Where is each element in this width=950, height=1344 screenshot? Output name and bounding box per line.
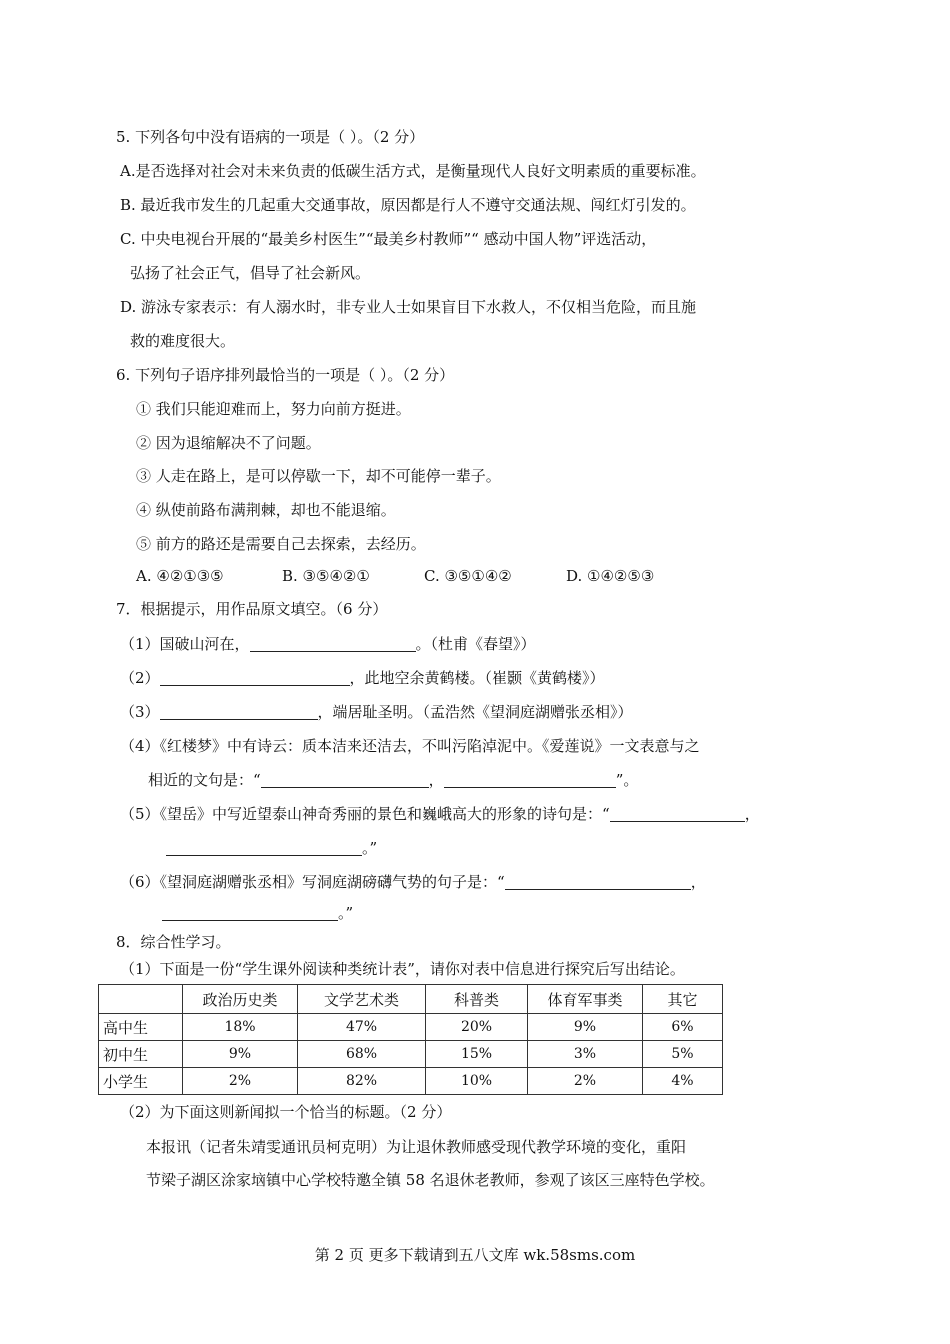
table-cell: 4%: [643, 1068, 723, 1095]
answer-blank[interactable]: [160, 703, 318, 720]
q7-item-5-suffix: 。”: [362, 839, 378, 857]
q7-item-2: [120, 667, 605, 689]
q6-option-c: C. ③⑤①④②: [424, 567, 512, 585]
answer-blank[interactable]: [160, 669, 350, 686]
table-row-header: 初中生: [99, 1041, 183, 1068]
table-cell: 9%: [528, 1014, 643, 1041]
table-row-header: 高中生: [99, 1014, 183, 1041]
table-header-row: [99, 985, 723, 1014]
q6-sentence-4: ④ 纵使前路布满荆棘，却也不能退缩。: [136, 501, 396, 519]
q7-item-6-line1: [120, 871, 706, 893]
answer-blank[interactable]: [162, 904, 338, 921]
q6-sentence-1: ① 我们只能迎难而上，努力向前方挺进。: [136, 400, 411, 418]
q6-stem: 6. 下列句子语序排列最恰当的一项是（ ）。（2 分）: [116, 366, 455, 384]
q5-option-c-line1: C. 中央电视台开展的“最美乡村医生”“最美乡村教师”“ 感动中国人物”评选活动，: [120, 230, 657, 248]
q7-item-4-line1: （4）《红楼梦》中有诗云：质本洁来还洁去，不叫污陷淖泥中。《爱莲说》一文表意与之: [120, 737, 700, 755]
q5-option-c-line2: 弘扬了社会正气，倡导了社会新风。: [130, 264, 371, 282]
news-line-2: 节梁子湖区涂家垴镇中心学校特邀全镇 58 名退休老教师，参观了该区三座特色学校。: [146, 1171, 715, 1189]
table-row: [99, 1014, 723, 1041]
table-header-cell: 文学艺术类: [298, 985, 426, 1014]
q7-item-4-separator: ，: [428, 771, 444, 789]
q7-item-2-prefix: （2）: [120, 669, 160, 687]
q7-item-3: [120, 701, 633, 723]
page-footer: 第 2 页 更多下载请到五八文库 wk.58sms.com: [314, 1246, 636, 1264]
q7-item-6-suffix: 。”: [338, 904, 354, 922]
table-cell: 9%: [183, 1041, 298, 1068]
news-line-1: 本报讯（记者朱靖雯通讯员柯克明）为让退休教师感受现代教学环境的变化，重阳: [146, 1138, 687, 1156]
q6-sentence-2: ② 因为退缩解决不了问题。: [136, 434, 321, 452]
q7-item-5-prefix: （5）《望岳》中写近望泰山神奇秀丽的景色和巍峨高大的形象的诗句是：“: [120, 805, 610, 823]
q7-item-2-suffix: ，此地空余黄鹤楼。（崔颢《黄鹤楼》）: [349, 669, 605, 687]
table-header-cell: 政治历史类: [183, 985, 298, 1014]
q6-option-d: D. ①④②⑤③: [566, 567, 655, 585]
table-cell: 5%: [643, 1041, 723, 1068]
table-cell: 3%: [528, 1041, 643, 1068]
q7-item-6-line2: [162, 902, 353, 924]
table-header-cell: 科普类: [426, 985, 528, 1014]
answer-blank[interactable]: [250, 635, 416, 652]
table-cell: 6%: [643, 1014, 723, 1041]
table-header-cell: 其它: [643, 985, 723, 1014]
q7-item-6-separator: ，: [690, 873, 706, 891]
table-cell: 68%: [298, 1041, 426, 1068]
q7-item-5-line2: [166, 837, 377, 859]
q5-option-a: A.是否选择对社会对未来负责的低碳生活方式，是衡量现代人良好文明素质的重要标准。: [120, 162, 706, 180]
q7-item-5-line1: [120, 803, 760, 825]
q7-item-4-line2: [148, 769, 638, 791]
q6-sentence-5: ⑤ 前方的路还是需要自己去探索，去经历。: [136, 535, 426, 553]
table-cell: 10%: [426, 1068, 528, 1095]
q5-option-b: B. 最近我市发生的几起重大交通事故，原因都是行人不遵守交通法规、闯红灯引发的。: [120, 196, 696, 214]
table-cell: 2%: [528, 1068, 643, 1095]
q6-sentence-3: ③ 人走在路上，是可以停歇一下，却不可能停一辈子。: [136, 467, 501, 485]
reading-stats-table: [98, 984, 723, 1095]
q7-item-1-prefix: （1）国破山河在，: [120, 635, 250, 653]
answer-blank[interactable]: [166, 839, 362, 856]
q7-item-6-prefix: （6）《望洞庭湖赠张丞相》写洞庭湖磅礴气势的句子是：“: [120, 873, 505, 891]
table-row: [99, 1041, 723, 1068]
q7-item-4-prefix: 相近的文句是：“: [148, 771, 261, 789]
q6-option-b: B. ③⑤④②①: [282, 567, 370, 585]
q8-part-2: （2）为下面这则新闻拟一个恰当的标题。（2 分）: [120, 1103, 452, 1121]
q8-part-1: （1）下面是一份“学生课外阅读种类统计表”，请你对表中信息进行探究后写出结论。: [120, 960, 685, 978]
table-cell: 18%: [183, 1014, 298, 1041]
answer-blank[interactable]: [505, 873, 691, 890]
q7-item-3-prefix: （3）: [120, 703, 160, 721]
table-cell: 20%: [426, 1014, 528, 1041]
table-row: [99, 1068, 723, 1095]
answer-blank[interactable]: [261, 771, 429, 788]
q7-item-4-suffix: ”。: [615, 771, 639, 789]
q5-option-d-line1: D. 游泳专家表示：有人溺水时，非专业人士如果盲目下水救人，不仅相当危险，而且施: [120, 298, 697, 316]
q6-option-a: A. ④②①③⑤: [136, 567, 224, 585]
table-cell: 2%: [183, 1068, 298, 1095]
q7-item-1: [120, 633, 536, 655]
q7-stem: 7．根据提示，用作品原文填空。（6 分）: [116, 600, 388, 618]
q5-option-d-line2: 救的难度很大。: [130, 332, 236, 350]
table-cell: 15%: [426, 1041, 528, 1068]
table-header-cell: [99, 985, 183, 1014]
q5-stem: 5. 下列各句中没有语病的一项是（ ）。（2 分）: [116, 128, 425, 146]
q7-item-5-separator: ，: [744, 805, 760, 823]
q8-stem: 8．综合性学习。: [116, 933, 231, 951]
table-row-header: 小学生: [99, 1068, 183, 1095]
q7-item-1-suffix: 。（杜甫《春望》）: [415, 635, 536, 653]
q7-item-3-suffix: ，端居耻圣明。（孟浩然《望洞庭湖赠张丞相》）: [317, 703, 633, 721]
answer-blank[interactable]: [444, 771, 616, 788]
table-cell: 47%: [298, 1014, 426, 1041]
answer-blank[interactable]: [610, 805, 745, 822]
table-header-cell: 体育军事类: [528, 985, 643, 1014]
table-cell: 82%: [298, 1068, 426, 1095]
